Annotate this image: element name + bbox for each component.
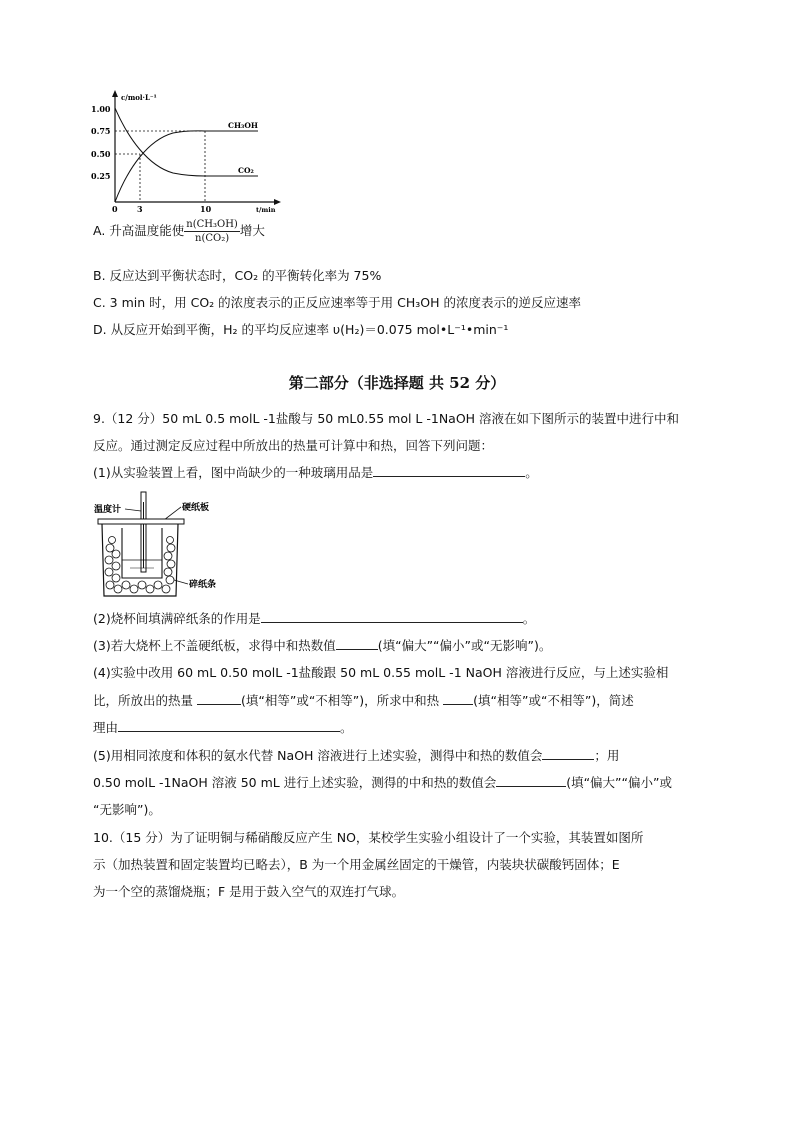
label-thermometer: 温度计: [94, 505, 122, 515]
xtick-2: 3: [137, 204, 143, 214]
xtick-1: 0: [112, 204, 118, 214]
q9-part4-reason-blank[interactable]: [118, 718, 340, 732]
q8-option-d: D. 从反应开始到平衡，H₂ 的平均反应速率 υ(H₂)＝0.075 mol•L⁻¹•min⁻¹: [93, 322, 509, 337]
ytick-2: 0.75: [91, 126, 111, 136]
q9-part3-text: (3)若大烧杯上不盖硬纸板，求得中和热数值: [93, 638, 336, 653]
q9-part4-blank-neutralization[interactable]: [443, 691, 473, 705]
q9-part5-line3: “无影响”)。: [93, 802, 161, 817]
q9-part3-blank[interactable]: [336, 636, 378, 650]
q9-part4-line1: (4)实验中改用 60 mL 0.50 molL -1盐酸跟 50 mL 0.55 molL -1 NaOH 溶液进行反应，与上述实验相: [93, 665, 669, 680]
q9-part1-blank[interactable]: [373, 463, 525, 477]
co2-label: CO₂: [238, 166, 254, 175]
q9-intro-line2: 反应。通过测定反应过程中所放出的热量可计算中和热，回答下列问题：: [93, 438, 494, 453]
methanol-label: CH₃OH: [228, 121, 258, 130]
q9-part4-reason-label: 理由: [93, 720, 119, 735]
q10-line1: 10.（15 分）为了证明铜与稀硝酸反应产生 NO，某校学生实验小组设计了一个实验，其装置如图所: [93, 830, 644, 845]
q9-part2-text: (2)烧杯间填满碎纸条的作用是: [93, 611, 261, 626]
concentration-graph: [88, 88, 288, 218]
q9-part5-blank-ammonia[interactable]: [542, 746, 594, 760]
q9-part5-text3: 0.50 molL -1NaOH 溶液 50 mL 进行上述实验，测得的中和热的数值会: [93, 775, 497, 790]
q8-option-a: [93, 218, 265, 245]
q8-a-prefix: A. 升高温度能使: [93, 223, 185, 238]
q9-part4-text2: (填“相等”或“不相等”)，所求中和热: [240, 693, 444, 708]
q9-part4-text3: (填“相等”或“不相等”)，简述: [473, 693, 634, 708]
y-axis-arrow: [112, 90, 118, 97]
label-paper-strips: 碎纸条: [189, 580, 217, 590]
q9-part2: [93, 609, 535, 627]
q9-part5-blank-naoh[interactable]: [496, 773, 566, 787]
q9-part4-blank-heat[interactable]: [197, 691, 241, 705]
y-axis-label: c/mol·L⁻¹: [121, 93, 157, 102]
q8-a-numerator: n(CH₃OH): [186, 219, 238, 230]
q9-part4-line2: [93, 691, 634, 709]
q10-line3: 为一个空的蒸馏烧瓶；F 是用于鼓入空气的双连打气球。: [93, 884, 405, 899]
q9-part4-reason-end: 。: [340, 720, 353, 735]
label-cardboard: 硬纸板: [182, 503, 210, 513]
paper-strips: [105, 537, 175, 594]
ytick-4: 0.25: [91, 171, 111, 181]
calorimeter-figure: [92, 490, 262, 602]
q9-part3-hint: (填“偏大”“偏小”或“无影响”)。: [377, 638, 552, 653]
q10-line2: 示（加热装置和固定装置均已略去），B 为一个用金属丝固定的干燥管，内装块状碳酸钙固体；E: [93, 857, 620, 872]
co2-curve: [115, 108, 258, 176]
cardboard-lid: [98, 519, 184, 524]
q9-part4-text1: 比，所放出的热量: [93, 693, 197, 708]
xtick-3: 10: [200, 204, 212, 214]
q9-part2-blank[interactable]: [261, 609, 523, 623]
q9-part2-end: 。: [522, 611, 536, 626]
q8-a-suffix: 增大: [239, 223, 265, 238]
ytick-3: 0.50: [91, 149, 111, 159]
q8-option-c: C. 3 min 时，用 CO₂ 的浓度表示的正反应速率等于用 CH₃OH 的浓度表示的逆反应速率: [93, 295, 581, 310]
q9-part5-text4: (填“偏大”“偏小”或: [566, 775, 672, 790]
x-axis-arrow: [274, 199, 281, 205]
q9-part5-line1: [93, 746, 619, 764]
ytick-1: 1.00: [91, 104, 111, 114]
q8-a-fraction: [184, 218, 240, 245]
q9-part5-text1: (5)用相同浓度和体积的氨水代替 NaOH 溶液进行上述实验，测得中和热的数值会: [93, 748, 543, 763]
methanol-curve: [115, 131, 258, 202]
q9-part5-text2: ；用: [594, 748, 620, 763]
q9-part1: [93, 463, 538, 481]
q9-part1-text: (1)从实验装置上看，图中尚缺少的一种玻璃用品是: [93, 465, 374, 480]
q8-option-b: B. 反应达到平衡状态时，CO₂ 的平衡转化率为 75%: [93, 268, 382, 283]
q9-part3: [93, 636, 551, 654]
q9-part1-end: 。: [525, 465, 538, 480]
section-title: 第二部分（非选择题 共 52 分）: [288, 374, 506, 392]
q9-intro-line1: 9.（12 分）50 mL 0.5 molL -1盐酸与 50 mL0.55 mol L -1NaOH 溶液在如下图所示的装置中进行中和: [93, 411, 680, 426]
q9-part4-line3: [93, 718, 353, 736]
q9-part5-line2: [93, 773, 672, 791]
q8-a-denominator: n(CO₂): [195, 233, 230, 244]
x-axis-label: t/min: [256, 206, 276, 214]
